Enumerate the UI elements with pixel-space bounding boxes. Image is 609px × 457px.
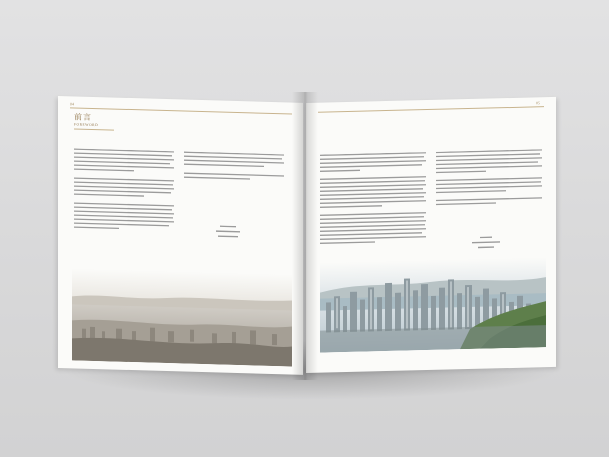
body-text-column-right: [436, 149, 542, 232]
body-text-column-left: [320, 152, 426, 265]
section-title-chinese: 前言: [74, 112, 92, 122]
page-number: 05: [536, 100, 540, 106]
header-rule: [318, 106, 544, 113]
signature-block: [466, 236, 506, 255]
title-rule: [74, 128, 114, 130]
header-rule: [70, 107, 292, 114]
skyline-photo: [320, 257, 546, 353]
page-number: 04: [70, 101, 74, 107]
section-title-english: FOREWORD: [74, 122, 99, 128]
body-text-column-right: [184, 152, 284, 195]
signature-block: [208, 225, 248, 246]
body-text-column-left: [74, 148, 174, 246]
harbour-photo: [72, 268, 292, 366]
right-page: [306, 97, 556, 373]
left-page: [58, 96, 303, 375]
